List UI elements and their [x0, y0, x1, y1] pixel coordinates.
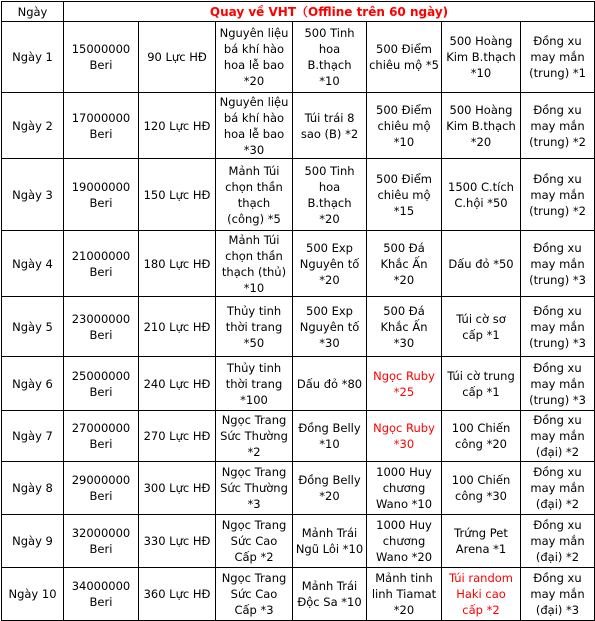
reward-1-cell-text: Mảnh Túi chọn thần thạch (thủ) *10: [221, 232, 287, 295]
reward-5-cell: [521, 515, 595, 568]
beri-cell: [64, 22, 139, 93]
luc-hd-cell: [139, 411, 216, 462]
reward-3-cell-text: Ngọc Ruby *30: [373, 421, 435, 451]
reward-5-cell: [521, 357, 595, 411]
reward-1-cell-text: Mảnh Túi chọn thần thạch (công) *5: [225, 163, 283, 226]
reward-2-cell-text: Mảnh Trái Độc Sa *10: [297, 579, 362, 609]
reward-2-cell-text: Mảnh Trái Ngũ Lôi *10: [295, 526, 364, 556]
reward-1-cell-text: Ngọc Trang Sức Thường *3: [220, 465, 288, 511]
reward-table: [1, 1, 595, 621]
reward-3-cell-text: 1000 Huy chương Wano *10: [375, 465, 433, 511]
day-cell-text: Ngày 6: [12, 376, 53, 391]
table-row: [2, 22, 595, 93]
beri-cell-text: 21000000 Beri: [71, 248, 131, 279]
reward-3-cell: [367, 297, 442, 357]
reward-5-cell-text: Đồng xu may mắn (trung) *1: [529, 34, 586, 80]
day-cell-text: Ngày 2: [12, 118, 53, 133]
reward-3-cell: [367, 411, 442, 462]
luc-hd-cell-text: 120 Lực HĐ: [143, 118, 211, 133]
reward-4-cell: [442, 231, 521, 297]
reward-4-cell-text: Túi cờ trung cấp *1: [447, 368, 515, 399]
reward-3-cell-text: 500 Điểm chiêu mộ *10: [376, 102, 432, 149]
luc-hd-cell-text: 180 Lực HĐ: [143, 256, 211, 271]
beri-cell-text: 23000000 Beri: [71, 311, 131, 342]
luc-hd-cell: [139, 93, 216, 159]
luc-hd-cell: [139, 231, 216, 297]
reward-2-cell-text: Đồng Belly *20: [298, 473, 361, 503]
table-row: [2, 231, 595, 297]
reward-3-cell-text: Mảnh tinh linh Tiamat *20: [371, 571, 437, 617]
reward-3-cell-text: 500 Điểm chiêu mộ *15: [376, 171, 432, 218]
luc-hd-cell: [139, 357, 216, 411]
reward-3-cell: [367, 93, 442, 159]
table-row: [2, 297, 595, 357]
luc-hd-cell: [139, 462, 216, 515]
day-cell: [2, 159, 64, 231]
day-cell: [2, 22, 64, 93]
beri-cell-text: 15000000 Beri: [71, 42, 131, 72]
luc-hd-cell-text: 270 Lực HĐ: [143, 429, 211, 443]
reward-4-cell-text: Trứng Pet Arena *1: [454, 526, 508, 556]
reward-2-cell: [293, 297, 367, 357]
day-cell: [2, 515, 64, 568]
reward-2-cell: [293, 462, 367, 515]
reward-2-cell: [293, 159, 367, 231]
reward-4-cell: [442, 159, 521, 231]
day-cell: [2, 93, 64, 159]
reward-1-cell-text: Thủy tinh thời trang *100: [225, 360, 283, 407]
reward-2-cell-text: Đồng Belly *10: [298, 421, 361, 451]
reward-2-cell-text: Túi trái 8 sao (B) *2: [300, 110, 359, 141]
reward-1-cell-text: Ngọc Trang Sức Thường *2: [220, 413, 288, 459]
reward-4-cell-text: Túi cờ sơ cấp *1: [456, 311, 506, 342]
reward-4-cell: [442, 515, 521, 568]
reward-5-cell-text: Đồng xu may mắn (trung) *3: [529, 303, 586, 350]
reward-5-cell: [521, 297, 595, 357]
reward-3-cell: [367, 462, 442, 515]
reward-5-cell-text: Đồng xu may mắn (trung) *2: [529, 171, 586, 218]
reward-3-cell-text: 500 Đá Khắc Ấn *20: [380, 240, 428, 287]
beri-cell: [64, 462, 139, 515]
beri-cell-text: 32000000 Beri: [71, 526, 131, 556]
luc-hd-cell: [139, 22, 216, 93]
day-cell-text: Ngày 10: [8, 587, 57, 601]
reward-2-cell: [293, 93, 367, 159]
reward-3-cell-text: 500 Đá Khắc Ấn *30: [380, 303, 428, 350]
reward-1-cell: [216, 357, 293, 411]
reward-2-cell: [293, 515, 367, 568]
reward-3-cell-text: Ngọc Ruby *25: [373, 368, 435, 399]
day-cell-text: Ngày 4: [12, 256, 53, 271]
reward-5-cell-text: Đồng xu may mắn (đại) *2: [530, 465, 585, 511]
reward-5-cell: [521, 231, 595, 297]
reward-4-cell: [442, 462, 521, 515]
luc-hd-cell-text: 360 Lực HĐ: [143, 587, 211, 601]
reward-3-cell: [367, 357, 442, 411]
reward-3-cell-text: 500 Điểm chiêu mộ *5: [369, 42, 439, 72]
reward-3-cell: [367, 22, 442, 93]
beri-cell: [64, 515, 139, 568]
reward-4-cell-text: 1500 C.tích C.hội *50: [448, 179, 514, 210]
beri-cell: [64, 231, 139, 297]
luc-hd-cell-text: 330 Lực HĐ: [143, 534, 211, 548]
day-cell: [2, 462, 64, 515]
reward-2-cell-text: Dấu đỏ *80: [296, 376, 363, 391]
reward-3-cell: [367, 515, 442, 568]
beri-cell-text: 34000000 Beri: [71, 579, 131, 609]
beri-cell-text: 17000000 Beri: [71, 110, 131, 141]
reward-5-cell-text: Đồng xu may mắn (đại) *2: [530, 518, 585, 564]
table-row: [2, 159, 595, 231]
reward-4-cell-text: Túi random Haki cao cấp *2: [448, 571, 514, 617]
day-cell-text: Ngày 9: [12, 534, 53, 548]
reward-2-cell: [293, 22, 367, 93]
reward-4-cell: [442, 357, 521, 411]
reward-1-cell: [216, 231, 293, 297]
reward-3-cell-text: 1000 Huy chương Wano *20: [375, 518, 433, 564]
reward-5-cell: [521, 93, 595, 159]
reward-1-cell: [216, 22, 293, 93]
reward-2-cell-text: 500 Tinh hoa B.thạch *20: [304, 163, 355, 226]
table-row: [2, 462, 595, 515]
reward-3-cell: [367, 231, 442, 297]
reward-4-cell-text: Dấu đỏ *50: [448, 256, 514, 271]
header-day-cell: Ngày: [2, 2, 64, 22]
reward-5-cell: [521, 22, 595, 93]
reward-4-cell: [442, 22, 521, 93]
luc-hd-cell-text: 90 Lực HĐ: [147, 50, 207, 64]
reward-4-cell-text: 500 Hoàng Kim B.thạch *20: [446, 102, 516, 149]
day-cell-text: Ngày 8: [12, 481, 53, 495]
reward-5-cell-text: Đồng xu may mắn (trung) *3: [529, 360, 586, 407]
reward-1-cell-text: Thủy tinh thời trang *50: [225, 303, 283, 350]
reward-4-cell-text: 100 Chiến công *20: [451, 421, 511, 451]
day-cell-text: Ngày 5: [12, 319, 53, 334]
beri-cell: [64, 411, 139, 462]
reward-2-cell-text: 500 Tinh hoa B.thạch *10: [304, 26, 355, 88]
reward-1-cell: [216, 159, 293, 231]
luc-hd-cell: [139, 515, 216, 568]
reward-5-cell: [521, 411, 595, 462]
table-row: [2, 411, 595, 462]
reward-1-cell: [216, 93, 293, 159]
reward-5-cell: [521, 159, 595, 231]
reward-5-cell-text: Đồng xu may mắn (đại) *3: [530, 571, 585, 617]
day-cell-text: Ngày 3: [12, 187, 53, 202]
reward-5-cell-text: Đồng xu may mắn (trung) *3: [529, 240, 586, 287]
reward-1-cell-text: Ngọc Trang Sức Cao Cấp *2: [221, 518, 287, 564]
reward-1-cell: [216, 515, 293, 568]
reward-5-cell-text: Đồng xu may mắn (đại) *2: [530, 413, 585, 459]
reward-4-cell: [442, 297, 521, 357]
reward-5-cell: [521, 462, 595, 515]
beri-cell-text: 29000000 Beri: [71, 473, 131, 503]
beri-cell-text: 27000000 Beri: [71, 421, 131, 451]
reward-1-cell-text: Ngọc Trang Sức Cao Cấp *3: [221, 571, 287, 617]
day-cell-text: Ngày 7: [12, 429, 53, 443]
luc-hd-cell: [139, 159, 216, 231]
beri-cell-text: 19000000 Beri: [71, 179, 131, 210]
reward-2-cell-text: 500 Exp Nguyên tố *20: [299, 240, 360, 287]
reward-1-cell: [216, 411, 293, 462]
reward-2-cell: [293, 357, 367, 411]
luc-hd-cell-text: 150 Lực HĐ: [143, 187, 211, 202]
day-cell: [2, 297, 64, 357]
reward-4-cell: [442, 411, 521, 462]
reward-2-cell: [293, 411, 367, 462]
luc-hd-cell-text: 300 Lực HĐ: [143, 481, 211, 495]
beri-cell: [64, 93, 139, 159]
reward-5-cell-text: Đồng xu may mắn (trung) *2: [529, 102, 586, 149]
table-row: [2, 357, 595, 411]
header-row: [2, 2, 595, 22]
luc-hd-cell-text: 210 Lực HĐ: [143, 319, 211, 334]
luc-hd-cell-text: 240 Lực HĐ: [143, 376, 211, 391]
beri-cell-text: 25000000 Beri: [71, 368, 131, 399]
reward-4-cell-text: 100 Chiến công *30: [451, 473, 511, 503]
beri-cell: [64, 357, 139, 411]
reward-1-cell: [216, 297, 293, 357]
reward-1-cell-text: Nguyên liệu bá khí hào hoa lễ bao *30: [219, 94, 289, 157]
day-cell-text: Ngày 1: [12, 50, 53, 64]
table-row: [2, 93, 595, 159]
day-cell: [2, 411, 64, 462]
reward-3-cell: [367, 159, 442, 231]
table-row: [2, 515, 595, 568]
day-cell: [2, 357, 64, 411]
reward-2-cell-text: 500 Exp Nguyên tố *30: [299, 303, 360, 350]
day-cell: [2, 231, 64, 297]
reward-4-cell-text: 500 Hoàng Kim B.thạch *10: [446, 34, 516, 80]
luc-hd-cell: [139, 297, 216, 357]
reward-4-cell: [442, 93, 521, 159]
reward-2-cell: [293, 231, 367, 297]
beri-cell: [64, 159, 139, 231]
table-title: Quay về VHT（Offline trên 60 ngày): [64, 2, 595, 22]
reward-1-cell-text: Nguyên liệu bá khí hào hoa lễ bao *20: [219, 26, 289, 88]
beri-cell: [64, 297, 139, 357]
reward-1-cell: [216, 462, 293, 515]
